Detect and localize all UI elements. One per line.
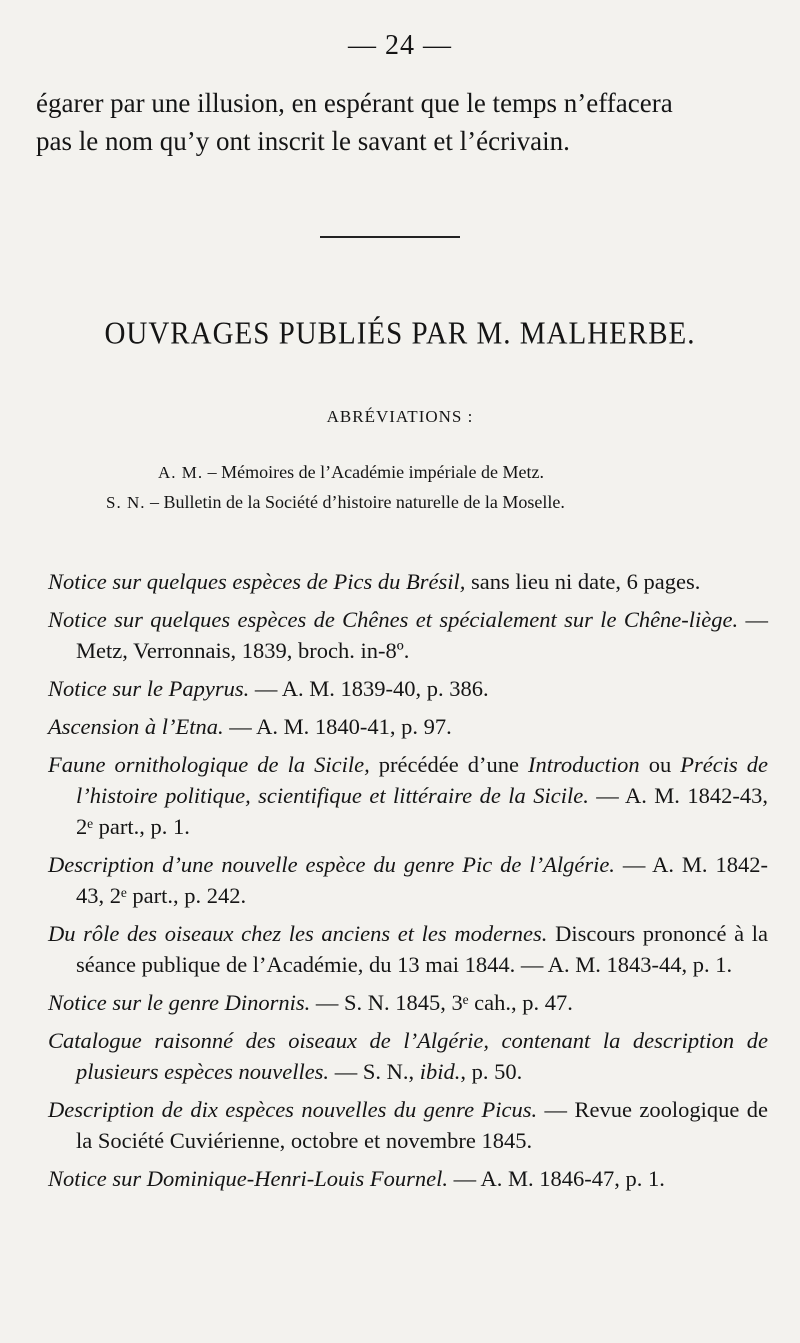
publication-entry	[48, 711, 768, 742]
entry-title: Faune ornithologique de la Sicile,	[48, 752, 370, 777]
entry-title: Du rôle des oiseaux chez les anciens et les modernes.	[48, 921, 548, 946]
entry-details-part: ou	[639, 752, 681, 777]
publication-entry	[48, 1094, 768, 1156]
entry-details: — S. N.,	[329, 1059, 420, 1084]
entry-details: — A. M. 1842-43, 2ᵉ part., p. 242.	[76, 852, 768, 908]
entry-title: Ascension à l’Etna.	[48, 714, 224, 739]
entry-title: Description d’une nouvelle espèce du genre Pic de l’Algérie.	[48, 852, 615, 877]
entry-title-part: ibid.	[419, 1059, 461, 1084]
entry-details-part: — A. M. 1842-43, 2ᵉ part., p. 1.	[76, 783, 768, 839]
entry-details: — Revue zoologique de la Société Cuviérienne, octobre et novembre 1845.	[76, 1097, 768, 1153]
abbreviation-am	[158, 462, 544, 483]
publication-list	[48, 566, 768, 1201]
section-divider	[320, 236, 460, 238]
abbreviation-sn	[106, 492, 565, 513]
entry-details: — A. M. 1846-47, p. 1.	[447, 1166, 665, 1191]
publication-entry	[48, 849, 768, 911]
entry-details: — S. N. 1845, 3ᵉ cah., p. 47.	[310, 990, 573, 1015]
abbreviation-key: S. N.	[106, 493, 146, 512]
entry-details-part: , p. 50.	[460, 1059, 523, 1084]
entry-title: Catalogue raisonné des oiseaux de l’Algérie, contenant la description de plusieurs espèces nouvelles.	[48, 1028, 768, 1084]
section-heading: OUVRAGES PUBLIÉS PAR M. MALHERBE.	[104, 316, 696, 352]
entry-details: sans lieu ni date, 6 pages.	[465, 569, 701, 594]
entry-title: Notice sur quelques espèces de Pics du Brésil,	[48, 569, 466, 594]
entry-title: Notice sur Dominique-Henri-Louis Fournel.	[48, 1166, 448, 1191]
intro-line-1: égarer par une illusion, en espérant que le temps n’effacera	[36, 88, 673, 118]
entry-details: précédée d’une	[369, 752, 529, 777]
entry-title: Notice sur quelques espèces de Chênes et spécialement sur le Chêne-liège.	[48, 607, 739, 632]
entry-title: Notice sur le genre Dinornis.	[48, 990, 311, 1015]
entry-details: — A. M. 1840-41, p. 97.	[223, 714, 452, 739]
entry-details: — Metz, Verronnais, 1839, broch. in-8º.	[76, 607, 768, 663]
publication-entry	[48, 1163, 768, 1194]
page-number: — 24 —	[348, 30, 452, 61]
entry-title: Notice sur le Papyrus.	[48, 676, 250, 701]
publication-entry	[48, 1025, 768, 1087]
publication-entry	[48, 604, 768, 666]
publication-entry	[48, 566, 768, 597]
abbreviation-key: A. M.	[158, 463, 204, 482]
entry-title-part: Introduction	[528, 752, 640, 777]
intro-line-2: pas le nom qu’y ont inscrit le savant et l’écrivain.	[36, 126, 570, 156]
entry-details: — A. M. 1839-40, p. 386.	[249, 676, 489, 701]
abbreviations-title: ABRÉVIATIONS :	[326, 407, 474, 426]
entry-title: Description de dix espèces nouvelles du genre Picus.	[48, 1097, 538, 1122]
entry-details: Discours prononcé à la séance publique de l’Académie, du 13 mai 1844. — A. M. 1843-44, p. 1.	[76, 921, 768, 977]
abbreviation-value: – Mémoires de l’Académie impériale de Metz.	[207, 462, 545, 482]
publication-entry	[48, 987, 768, 1018]
publication-entry	[48, 749, 768, 842]
entry-title-part: Précis de l’histoire politique, scientifique et littéraire de la Sicile.	[76, 752, 769, 808]
publication-entry	[48, 673, 768, 704]
publication-entry	[48, 918, 768, 980]
abbreviation-value: – Bulletin de la Société d’histoire naturelle de la Moselle.	[149, 492, 565, 512]
